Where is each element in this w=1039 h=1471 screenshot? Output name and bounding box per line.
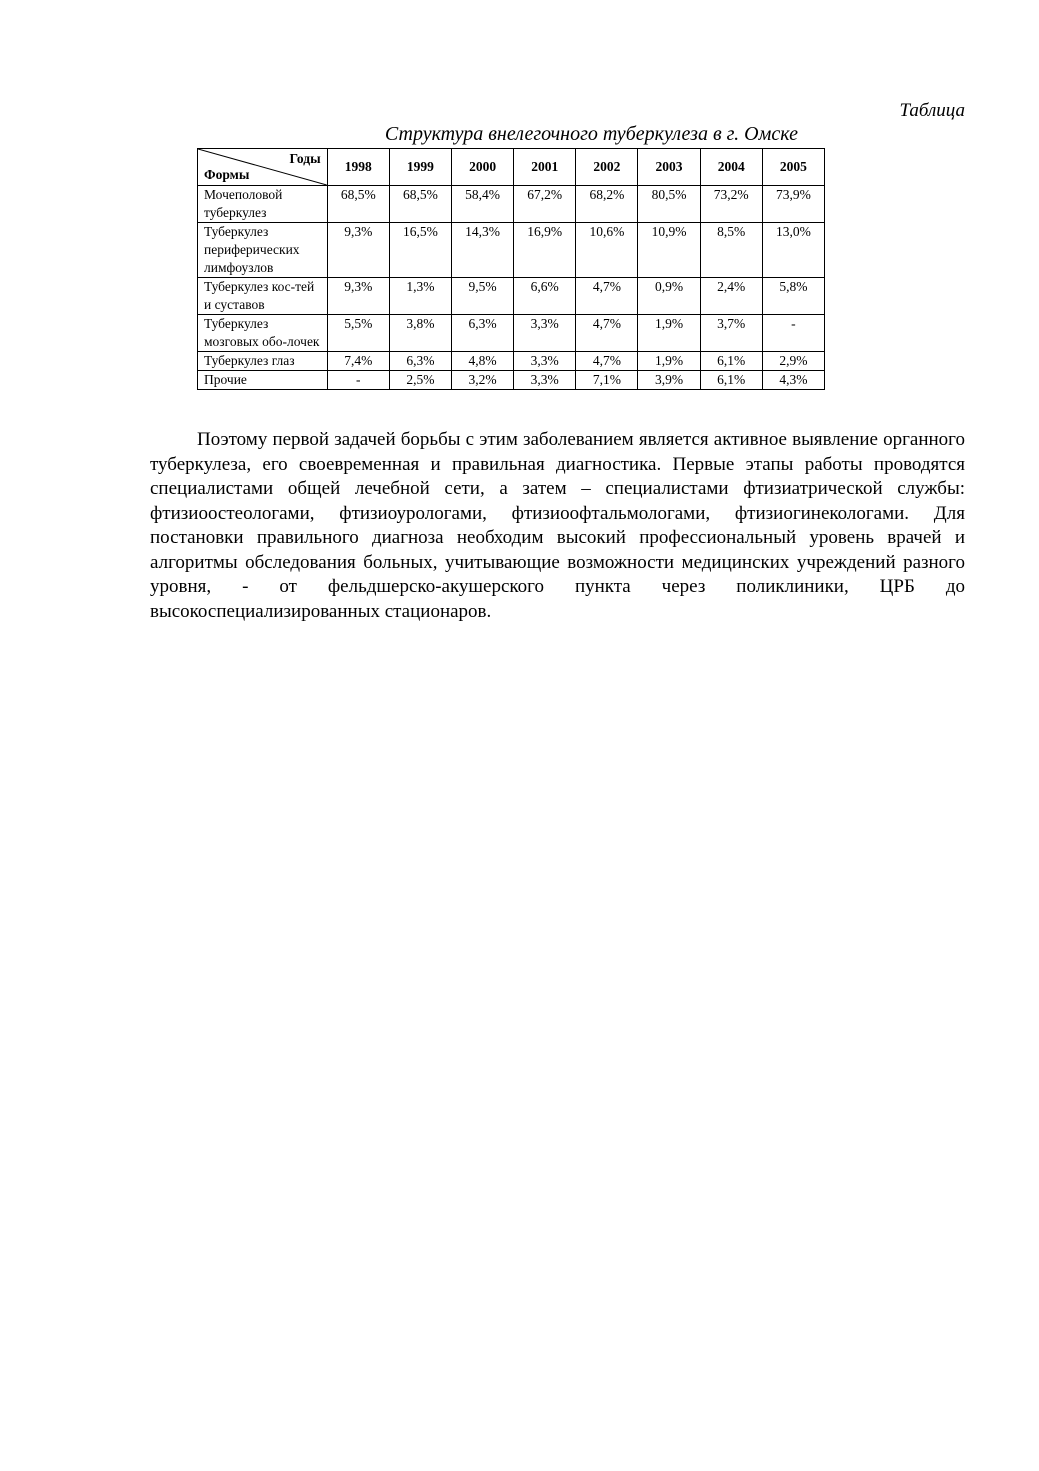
value-cell: 3,9%: [638, 371, 700, 390]
value-cell: 7,4%: [327, 352, 389, 371]
value-cell: -: [762, 315, 824, 352]
year-header: 2005: [762, 149, 824, 186]
value-cell: 8,5%: [700, 223, 762, 278]
table-row: [198, 315, 825, 352]
table-row: [198, 352, 825, 371]
form-cell: Туберкулез кос-тей и суставов: [198, 278, 328, 315]
year-header: 1998: [327, 149, 389, 186]
value-cell: 3,8%: [389, 315, 451, 352]
form-cell: Туберкулез глаз: [198, 352, 328, 371]
value-cell: 10,9%: [638, 223, 700, 278]
form-cell: Прочие: [198, 371, 328, 390]
years-label: Годы: [289, 151, 321, 166]
value-cell: 3,3%: [514, 315, 576, 352]
value-cell: 4,7%: [576, 352, 638, 371]
value-cell: 2,5%: [389, 371, 451, 390]
value-cell: 5,8%: [762, 278, 824, 315]
year-header: 2000: [451, 149, 513, 186]
value-cell: 6,1%: [700, 352, 762, 371]
value-cell: 3,2%: [451, 371, 513, 390]
value-cell: 13,0%: [762, 223, 824, 278]
value-cell: 9,3%: [327, 278, 389, 315]
data-table: [197, 148, 825, 390]
corner-header-cell: [198, 149, 328, 186]
value-cell: 14,3%: [451, 223, 513, 278]
table-caption: Структура внелегочного туберкулеза в г. Омске: [384, 123, 798, 145]
value-cell: 9,5%: [451, 278, 513, 315]
value-cell: 68,5%: [389, 186, 451, 223]
year-header: 2001: [514, 149, 576, 186]
form-cell: Мочеполовой туберкулез: [198, 186, 328, 223]
value-cell: 10,6%: [576, 223, 638, 278]
value-cell: 73,2%: [700, 186, 762, 223]
value-cell: 68,5%: [327, 186, 389, 223]
value-cell: 1,3%: [389, 278, 451, 315]
value-cell: 5,5%: [327, 315, 389, 352]
header-row: [198, 149, 825, 186]
value-cell: 9,3%: [327, 223, 389, 278]
value-cell: 4,8%: [451, 352, 513, 371]
forms-label: Формы: [204, 167, 250, 182]
table-row: [198, 186, 825, 223]
value-cell: 6,6%: [514, 278, 576, 315]
value-cell: 73,9%: [762, 186, 824, 223]
value-cell: 1,9%: [638, 352, 700, 371]
value-cell: 67,2%: [514, 186, 576, 223]
body-paragraph: Поэтому первой задачей борьбы с этим заболеванием является активное выявление органного туберкулеза, его своевременная и правильная диагностика. Первые этапы работы проводятся специалистами общей лечебной сети, а затем – специалистами фтизиатрической службы: фтизиоостеологами, фтизиоурологами, фтизиоофтальмологами, фтизиогинекологами. Для постановки правильного диагноза необходим высокий профессиональный уровень врачей и алгоритмы обследования больных, учитывающие возможности медицинских учреждений разного уровня, - от фельдшерско-акушерского пункта через поликлиники, ЦРБ до высокоспециализированных стационаров.: [150, 429, 965, 622]
table-row: [198, 223, 825, 278]
value-cell: 4,7%: [576, 315, 638, 352]
value-cell: 3,3%: [514, 371, 576, 390]
table-row: [198, 371, 825, 390]
value-cell: 68,2%: [576, 186, 638, 223]
value-cell: 4,7%: [576, 278, 638, 315]
value-cell: 6,3%: [451, 315, 513, 352]
table-row: [198, 278, 825, 315]
value-cell: 80,5%: [638, 186, 700, 223]
value-cell: 3,7%: [700, 315, 762, 352]
value-cell: 6,3%: [389, 352, 451, 371]
value-cell: 4,3%: [762, 371, 824, 390]
value-cell: -: [327, 371, 389, 390]
value-cell: 3,3%: [514, 352, 576, 371]
value-cell: 1,9%: [638, 315, 700, 352]
value-cell: 0,9%: [638, 278, 700, 315]
value-cell: 2,9%: [762, 352, 824, 371]
year-header: 2004: [700, 149, 762, 186]
table-label: Таблица: [899, 100, 965, 121]
value-cell: 2,4%: [700, 278, 762, 315]
form-cell: Туберкулез периферических лимфоузлов: [198, 223, 328, 278]
value-cell: 58,4%: [451, 186, 513, 223]
value-cell: 6,1%: [700, 371, 762, 390]
value-cell: 7,1%: [576, 371, 638, 390]
value-cell: 16,5%: [389, 223, 451, 278]
year-header: 2003: [638, 149, 700, 186]
value-cell: 16,9%: [514, 223, 576, 278]
form-cell: Туберкулез мозговых обо-лочек: [198, 315, 328, 352]
year-header: 1999: [389, 149, 451, 186]
year-header: 2002: [576, 149, 638, 186]
